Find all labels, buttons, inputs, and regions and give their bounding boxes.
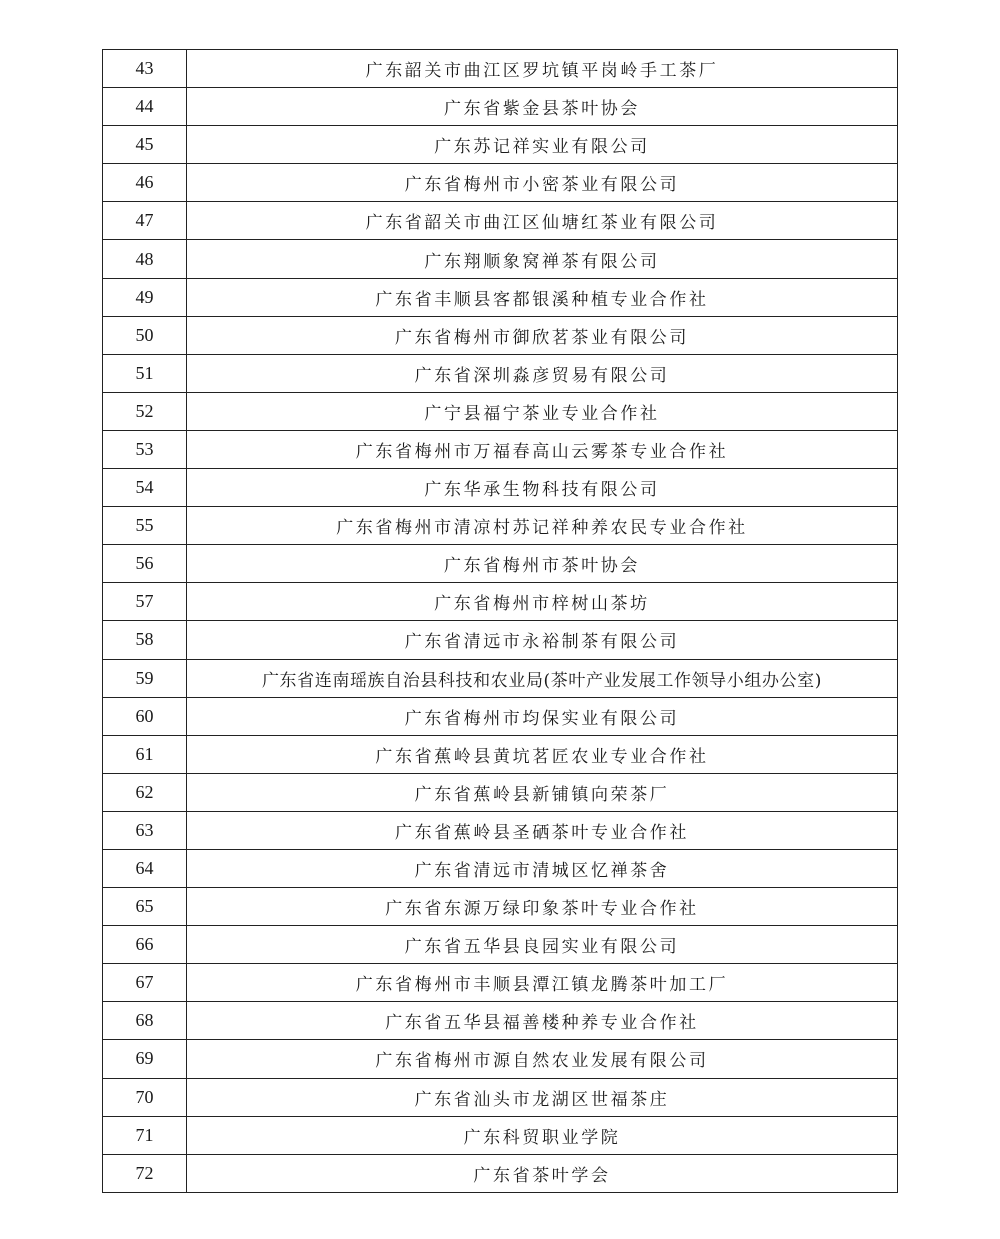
organization-name: 广东省梅州市梓树山茶坊 [187,583,898,621]
table-row [103,659,898,697]
row-number: 72 [103,1154,187,1192]
organization-name: 广东省茶叶学会 [187,1154,898,1192]
organization-name: 广东省梅州市小密茶业有限公司 [187,164,898,202]
row-number: 49 [103,278,187,316]
row-number: 71 [103,1116,187,1154]
organization-name: 广东苏记祥实业有限公司 [187,126,898,164]
table-row [103,507,898,545]
organization-name: 广东省韶关市曲江区仙塘红茶业有限公司 [187,202,898,240]
organization-name: 广东省清远市永裕制茶有限公司 [187,621,898,659]
organization-name: 广东省深圳淼彦贸易有限公司 [187,354,898,392]
table-row [103,430,898,468]
organization-name: 广东省梅州市御欣茗茶业有限公司 [187,316,898,354]
organization-name: 广东省梅州市均保实业有限公司 [187,697,898,735]
table-row [103,545,898,583]
row-number: 68 [103,1002,187,1040]
table-body [103,50,898,1193]
table-row [103,469,898,507]
row-number: 59 [103,659,187,697]
row-number: 66 [103,926,187,964]
organization-name: 广东省蕉岭县圣硒茶叶专业合作社 [187,811,898,849]
organization-name: 广东省梅州市万福春高山云雾茶专业合作社 [187,430,898,468]
table-row [103,964,898,1002]
row-number: 55 [103,507,187,545]
table-row [103,583,898,621]
table-row [103,354,898,392]
table-row [103,1154,898,1192]
organization-name: 广东省五华县良园实业有限公司 [187,926,898,964]
table-row [103,164,898,202]
organization-name: 广东省五华县福善楼种养专业合作社 [187,1002,898,1040]
row-number: 67 [103,964,187,1002]
row-number: 44 [103,88,187,126]
organization-list-table [102,49,898,1193]
table-row [103,278,898,316]
table-row [103,88,898,126]
row-number: 50 [103,316,187,354]
organization-name: 广东省梅州市清凉村苏记祥种养农民专业合作社 [187,507,898,545]
organization-name: 广宁县福宁茶业专业合作社 [187,392,898,430]
organization-name: 广东省梅州市源自然农业发展有限公司 [187,1040,898,1078]
table-row [103,1078,898,1116]
table-row [103,1116,898,1154]
organization-name: 广东省蕉岭县新铺镇向荣茶厂 [187,773,898,811]
table-row [103,240,898,278]
organization-name: 广东省清远市清城区忆禅茶舍 [187,849,898,887]
organization-name: 广东翔顺象窝禅茶有限公司 [187,240,898,278]
organization-name: 广东省连南瑶族自治县科技和农业局(茶叶产业发展工作领导小组办公室) [187,659,898,697]
table-row [103,392,898,430]
table-row [103,50,898,88]
organization-name: 广东省丰顺县客都银溪种植专业合作社 [187,278,898,316]
row-number: 56 [103,545,187,583]
row-number: 52 [103,392,187,430]
table-row [103,888,898,926]
organization-name: 广东省汕头市龙湖区世福茶庄 [187,1078,898,1116]
row-number: 48 [103,240,187,278]
row-number: 54 [103,469,187,507]
row-number: 69 [103,1040,187,1078]
row-number: 58 [103,621,187,659]
row-number: 63 [103,811,187,849]
table-row [103,621,898,659]
organization-name: 广东省梅州市丰顺县潭江镇龙腾茶叶加工厂 [187,964,898,1002]
row-number: 64 [103,849,187,887]
row-number: 70 [103,1078,187,1116]
organization-name: 广东华承生物科技有限公司 [187,469,898,507]
organization-name: 广东省蕉岭县黄坑茗匠农业专业合作社 [187,735,898,773]
organization-name: 广东韶关市曲江区罗坑镇平岗岭手工茶厂 [187,50,898,88]
table-row [103,926,898,964]
table-row [103,202,898,240]
row-number: 45 [103,126,187,164]
row-number: 61 [103,735,187,773]
row-number: 47 [103,202,187,240]
table-row [103,697,898,735]
organization-name: 广东省紫金县茶叶协会 [187,88,898,126]
table-row [103,849,898,887]
organization-name: 广东省东源万绿印象茶叶专业合作社 [187,888,898,926]
table-row [103,316,898,354]
row-number: 57 [103,583,187,621]
table-row [103,1002,898,1040]
row-number: 53 [103,430,187,468]
row-number: 46 [103,164,187,202]
row-number: 43 [103,50,187,88]
organization-name: 广东省梅州市茶叶协会 [187,545,898,583]
organization-name: 广东科贸职业学院 [187,1116,898,1154]
table-row [103,735,898,773]
row-number: 65 [103,888,187,926]
table-row [103,1040,898,1078]
table-row [103,811,898,849]
row-number: 51 [103,354,187,392]
row-number: 62 [103,773,187,811]
table-row [103,126,898,164]
row-number: 60 [103,697,187,735]
table-row [103,773,898,811]
